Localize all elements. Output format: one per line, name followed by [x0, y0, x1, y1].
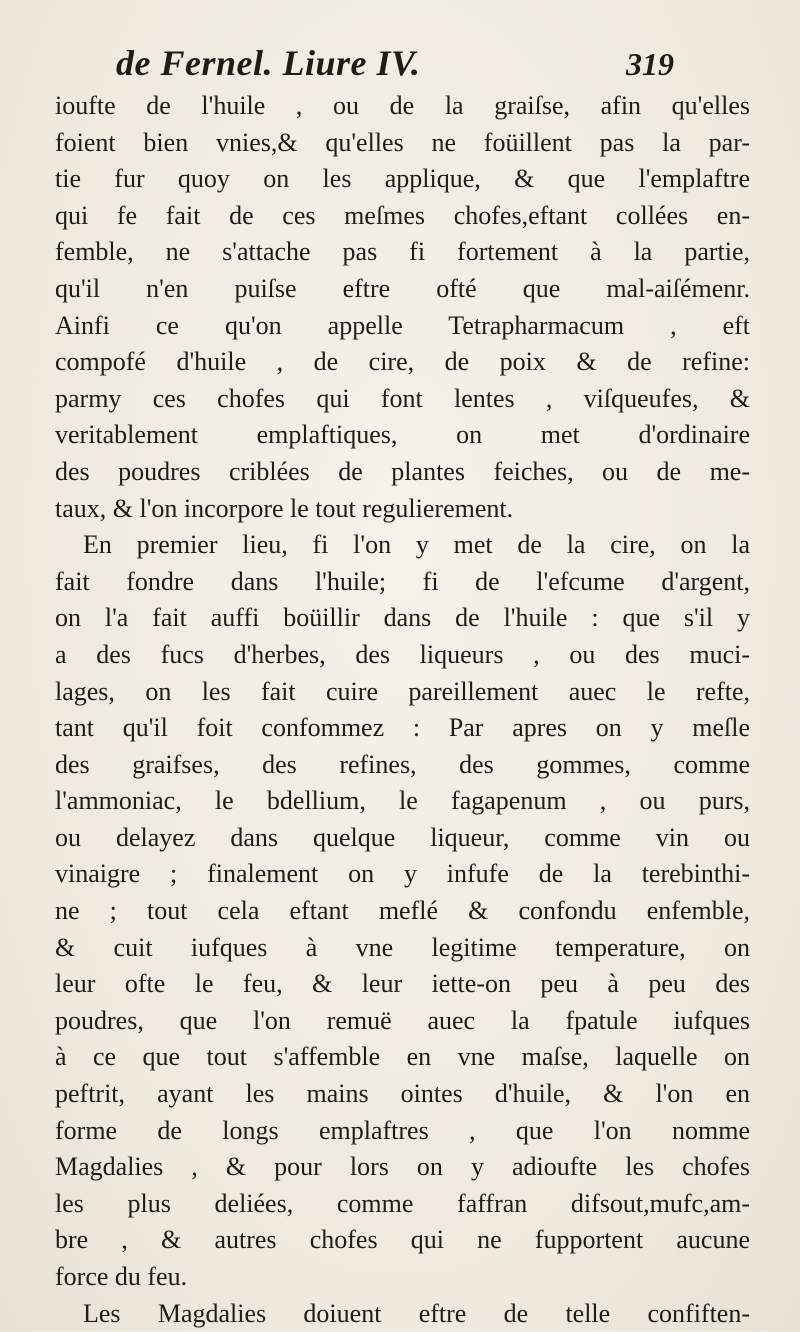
text-line: tant qu'il foit confommez : Par apres on y meſle: [55, 713, 750, 743]
text-line: force du feu.: [55, 1262, 188, 1291]
text-line: compofé d'huile , de cire, de poix & de refine:: [55, 347, 750, 377]
text-line: peftrit, ayant les mains ointes d'huile, & l'on en: [55, 1079, 750, 1109]
text-line: parmy ces chofes qui font lentes , viſqueufes, &: [55, 383, 750, 413]
running-title: de Fernel. Liure IV.: [116, 43, 421, 83]
text-line: ne ; tout cela eftant meflé & confondu enfemble,: [55, 896, 750, 926]
text-line: a des fucs d'herbes, des liqueurs , ou des muci-: [55, 639, 750, 669]
text-line: bre , & autres chofes qui ne fupportent aucune: [55, 1225, 750, 1255]
text-line: à ce que tout s'affemble en vne maſse, laquelle on: [55, 1042, 750, 1072]
text-line: veritablement emplaftiques, on met d'ordinaire: [55, 420, 750, 450]
running-head: [108, 42, 674, 92]
text-line: lages, on les fait cuire pareillement auec le refte,: [55, 676, 750, 706]
text-line: poudres, que l'on remuë auec la fpatule iufques: [55, 1005, 750, 1035]
text-line: Magdalies , & pour lors on y adioufte les chofes: [55, 1152, 750, 1182]
body-text: [55, 88, 750, 1332]
text-line: qui fe fait de ces meſmes chofes,eftant collées en-: [55, 200, 750, 230]
text-line: des poudres criblées de plantes feiches, ou de me-: [55, 456, 750, 486]
text-line: ioufte de l'huile , ou de la graiſse, afin qu'elles: [55, 91, 750, 120]
text-line: forme de longs emplaftres , que l'on nomme: [55, 1115, 750, 1145]
text-line: En premier lieu, fi l'on y met de la cire, on la: [83, 530, 750, 560]
text-line: foient bien vnies,& qu'elles ne foüillent pas la par-: [55, 127, 750, 157]
text-line: femble, ne s'attache pas fi fortement à la partie,: [55, 237, 750, 267]
text-line: ou delayez dans quelque liqueur, comme vin ou: [55, 822, 750, 852]
text-line: tie fur quoy on les applique, & que l'emplaftre: [55, 164, 750, 194]
text-line: on l'a fait auffi boüillir dans de l'huile : que s'il y: [55, 603, 750, 633]
text-line: Les Magdalies doiuent eftre de telle confiften-: [83, 1298, 750, 1328]
text-line: des graifses, des refines, des gommes, comme: [55, 749, 750, 779]
text-line: qu'il n'en puiſse eftre ofté que mal-aiſémenr.: [55, 273, 750, 303]
text-line: Ainfi ce qu'on appelle Tetrapharmacum , eft: [55, 310, 750, 340]
text-line: leur ofte le feu, & leur iette-on peu à peu des: [55, 969, 750, 999]
text-line: les plus deliées, comme faffran difsout,mufc,am-: [55, 1188, 750, 1218]
page-number: 319: [626, 46, 674, 82]
text-line: l'ammoniac, le bdellium, le fagapenum , ou purs,: [55, 786, 750, 816]
text-line: fait fondre dans l'huile; fi de l'efcume d'argent,: [55, 566, 750, 596]
text-line: taux, & l'on incorpore le tout regulierement.: [55, 493, 514, 523]
text-line: & cuit iufques à vne legitime temperature, on: [55, 932, 750, 962]
text-line: vinaigre ; finalement on y infufe de la terebinthi-: [55, 859, 750, 889]
